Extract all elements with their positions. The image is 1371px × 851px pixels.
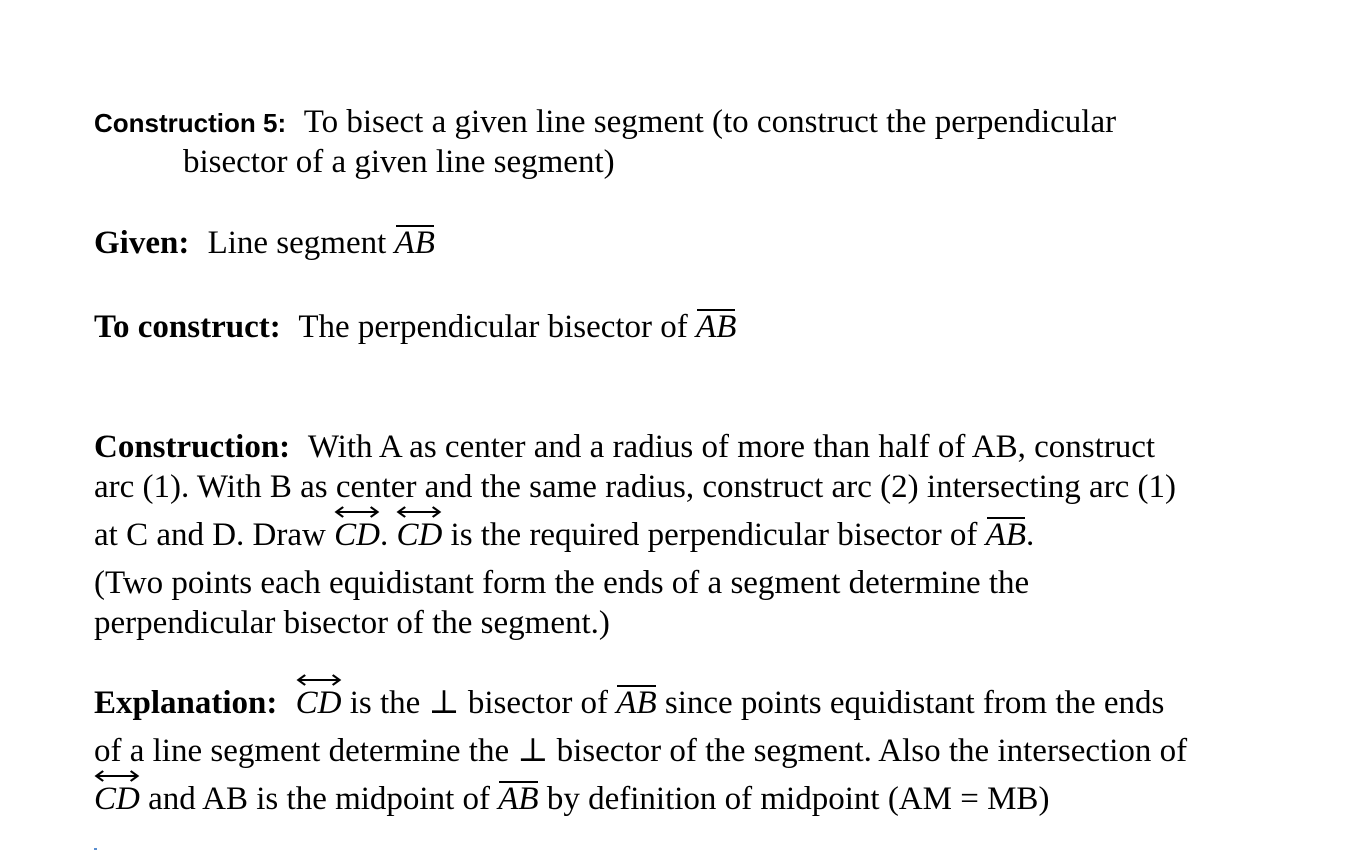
line-cd-symbol: CD (94, 779, 140, 819)
line-cd-symbol: CD (334, 515, 380, 555)
to-construct-block (94, 307, 736, 347)
explanation-line1-b: since points equidistant from the ends (656, 685, 1165, 721)
segment-ab-symbol: AB (498, 781, 539, 817)
explanation-line1-a: is the ⊥ bisector of (341, 685, 617, 721)
double-arrow-icon (94, 769, 140, 783)
given-block (94, 223, 435, 263)
construction-line3-b: . (379, 517, 397, 553)
segment-ab-symbol: AB (985, 517, 1026, 553)
construction-line3-a: at C and D. Draw (94, 517, 335, 553)
explanation-label: Explanation: (94, 685, 278, 721)
construction-line5: perpendicular bisector of the segment.) (94, 605, 610, 641)
explanation-line2: of a line segment determine the ⊥ bisector of the segment. Also the intersection of (94, 733, 1188, 769)
to-construct-label: To construct: (94, 309, 281, 345)
explanation-line3-b: by definition of midpoint (AM = MB) (538, 781, 1050, 817)
double-arrow-icon (334, 505, 380, 519)
construction-line3-c: is the required perpendicular bisector of (442, 517, 986, 553)
construction-5-label: Construction 5: (94, 108, 287, 138)
text-cursor-mark (94, 848, 97, 850)
construction-line2: arc (1). With B as center and the same radius, construct arc (2) intersecting arc (1) (94, 469, 1177, 505)
construction-5-block (94, 102, 1116, 182)
construction-line1: With A as center and a radius of more than half of AB, construct (307, 429, 1156, 465)
construction-line3-d: . (1026, 517, 1035, 553)
explanation-block (94, 675, 1187, 827)
construction-5-text-line2: bisector of a given line segment) (183, 144, 615, 180)
given-label: Given: (94, 225, 190, 261)
construction-block (94, 427, 1176, 643)
line-cd-symbol: CD (396, 515, 442, 555)
double-arrow-icon (396, 505, 442, 519)
line-cd-symbol: CD (296, 683, 342, 723)
segment-ab-symbol: AB (696, 309, 737, 345)
segment-ab-symbol: AB (616, 685, 657, 721)
construction-line4: (Two points each equidistant form the ends of a segment determine the (94, 565, 1030, 601)
given-text: Line segment (207, 225, 395, 261)
to-construct-text: The perpendicular bisector of (298, 309, 697, 345)
segment-ab-symbol: AB (394, 225, 435, 261)
construction-5-text-line1: To bisect a given line segment (to construct the perpendicular (303, 104, 1117, 140)
construction-label: Construction: (94, 429, 291, 465)
explanation-line3-a: and AB is the midpoint of (139, 781, 499, 817)
double-arrow-icon (296, 673, 342, 687)
